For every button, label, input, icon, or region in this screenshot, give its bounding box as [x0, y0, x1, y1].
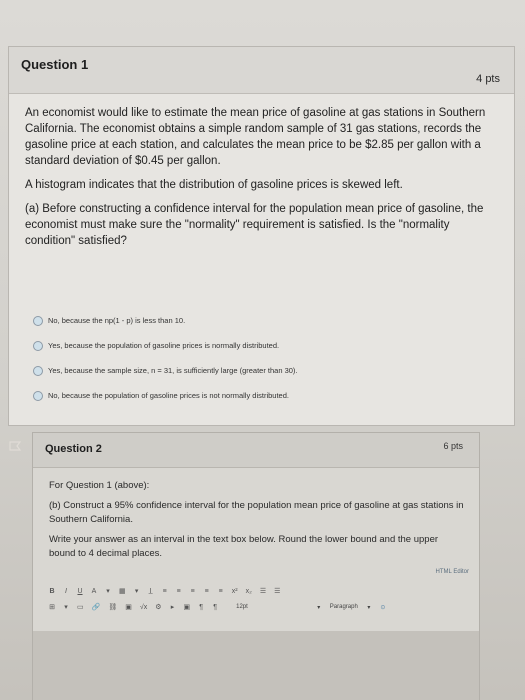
radio-button[interactable] [33, 316, 43, 326]
clear-formatting-button[interactable]: I̲ [149, 587, 152, 595]
paragraph-select[interactable]: Paragraph [329, 604, 358, 610]
question-2-paragraph: For Question 1 (above): [49, 480, 150, 491]
font-size-select[interactable]: 12pt [236, 604, 248, 610]
highlight-button[interactable]: ▦ [119, 588, 126, 595]
underline-button[interactable]: U [77, 587, 83, 595]
question-2-points: 6 pts [443, 441, 463, 451]
embed-button[interactable]: ▭ [77, 604, 84, 611]
answer-label: Yes, because the sample size, n = 31, is sufficiently large (greater than 30). [48, 366, 298, 375]
apps-icon[interactable]: ⚙ [155, 604, 162, 611]
html-editor-link[interactable]: HTML Editor [435, 569, 469, 575]
image-icon[interactable]: ▣ [125, 604, 132, 611]
indent-button[interactable]: ≡ [218, 587, 223, 595]
answer-label: No, because the np(1 - p) is less than 10. [48, 316, 186, 325]
text-color-dropdown[interactable]: ▾ [106, 588, 110, 595]
radio-button[interactable] [33, 366, 43, 376]
question-2-title: Question 2 [45, 443, 102, 455]
flag-icon[interactable] [8, 440, 22, 452]
bold-button[interactable]: B [49, 587, 55, 595]
justify-button[interactable]: ≡ [204, 587, 209, 595]
rtl-icon[interactable]: ¶ [213, 603, 217, 611]
question-1-paragraph: An economist would like to estimate the mean price of gasoline at gas stations in Southern California. The economist obtains a simple random sample of 31 gas stations, records the gasoline price at each station, and calculates the mean price to be $2.85 per gallon with a standard deviation of $0.45 per gallon. [25, 107, 486, 167]
answer-label: No, because the population of gasoline prices is not normally distributed. [48, 391, 289, 400]
bullet-list-button[interactable]: ☰ [259, 588, 267, 595]
numbered-list-button[interactable]: ☰ [274, 588, 281, 595]
question-1-paragraph: (a) Before constructing a confidence interval for the population mean price of gasoline, the economist must make sure the "normality" requirement is satisfied. Is the "normality condition" satisfied? [25, 203, 484, 247]
chevron-down-icon[interactable]: ▾ [367, 604, 371, 611]
superscript-button[interactable]: x² [231, 587, 238, 595]
answer-option-4[interactable] [33, 384, 493, 407]
answer-label: Yes, because the population of gasoline prices is normally distributed. [48, 341, 280, 350]
media-icon[interactable]: ▸ [170, 604, 175, 611]
unlink-icon[interactable]: ⛓ [108, 604, 118, 611]
highlight-dropdown[interactable]: ▾ [134, 588, 139, 595]
question-1-card [8, 46, 515, 426]
answer-option-1[interactable] [33, 309, 493, 332]
table-dropdown[interactable]: ▾ [64, 604, 68, 611]
align-left-button[interactable]: ≡ [162, 587, 167, 595]
align-center-button[interactable]: ≡ [176, 587, 181, 595]
question-2-text [49, 479, 464, 567]
radio-button[interactable] [33, 391, 43, 401]
answer-option-3[interactable] [33, 359, 493, 382]
question-1-header [9, 47, 514, 94]
question-2-paragraph: Write your answer as an interval in the text box below. Round the lower bound and the upper bound to 4 decimal places. [49, 534, 439, 559]
ltr-icon[interactable]: ¶ [199, 603, 203, 611]
toolbar-row-1 [49, 583, 474, 599]
rich-text-toolbar [49, 583, 474, 615]
text-color-button[interactable]: A [91, 587, 97, 595]
toolbar-row-2 [49, 599, 474, 615]
align-right-button[interactable]: ≡ [190, 587, 195, 595]
chevron-down-icon[interactable]: ▾ [317, 604, 321, 611]
link-icon[interactable]: 🔗 [91, 604, 101, 611]
question-2-paragraph: (b) Construct a 95% confidence interval for the population mean price of gasoline at gas stations in Southern California. [49, 500, 464, 525]
question-2-card [32, 432, 480, 700]
answer-options [33, 309, 493, 409]
question-2-header [33, 433, 479, 468]
question-1-paragraph: A histogram indicates that the distribution of gasoline prices is skewed left. [25, 179, 403, 191]
italic-button[interactable]: I [65, 587, 67, 595]
radio-button[interactable] [33, 341, 43, 351]
subscript-button[interactable]: x₂ [245, 587, 252, 595]
question-1-text [25, 105, 497, 257]
equation-icon[interactable]: √x [139, 603, 148, 611]
question-1-points: 4 pts [476, 73, 500, 85]
document-icon[interactable]: ▣ [183, 604, 191, 611]
answer-option-2[interactable] [33, 334, 493, 357]
answer-text-box[interactable] [33, 631, 479, 700]
table-button[interactable]: ⊞ [49, 604, 55, 611]
accessibility-icon[interactable]: ⊙ [380, 604, 386, 611]
question-1-title: Question 1 [21, 57, 89, 72]
